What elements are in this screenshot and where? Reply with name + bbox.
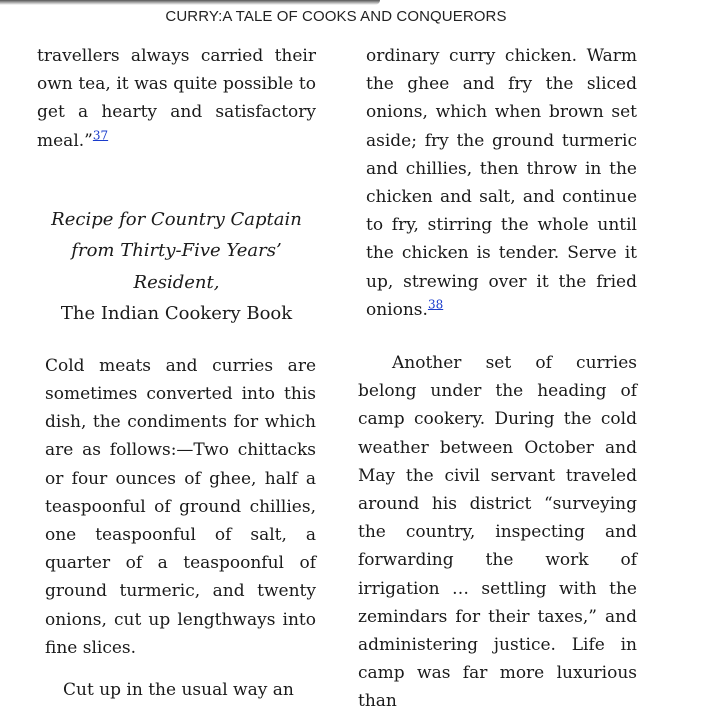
recipe-title-line-3: Resident, bbox=[133, 271, 220, 293]
footnote-link-38[interactable]: 38 bbox=[427, 297, 444, 312]
continuation-paragraph: Cut up in the usual way an bbox=[63, 680, 294, 701]
intro-text: travellers always carried their own tea, it was quite possible to get a hearty and satisfactory meal.” bbox=[37, 46, 316, 151]
recipe-continued-paragraph bbox=[358, 42, 637, 324]
recipe-continued-text: ordinary curry chicken. Warm the ghee and fry the sliced onions, which when brown set aside; fry the ground turmeric and chillies, then throw in the chicken and salt, and continue to fry, stirring the whole until the chicken is tender. Serve it up, strewing over it the fried onions. bbox=[366, 46, 637, 320]
recipe-book-title: The Indian Cookery Book bbox=[60, 303, 293, 325]
recipe-paragraph: Cold meats and curries are sometimes converted into this dish, the condiments for which are as follows:—Two chittacks or four ounces of ghee, half a teaspoonful of ground chillies, one teaspoonful of salt, a quarter of a teaspoonful of ground turmeric, and twenty onions, cut up lengthways into fine slices. bbox=[45, 355, 316, 658]
left-column bbox=[37, 42, 316, 704]
right-column bbox=[358, 42, 637, 716]
recipe-title-line-2: from Thirty-Five Years’ bbox=[71, 240, 282, 262]
camp-cookery-paragraph: Another set of curries belong under the heading of camp cookery. During the cold weather between October and May the civil servant traveled around his district “surveying the country, inspecting and forwarding the work of irrigation … settling with the zemindars for their taxes,” and administering justice. Life in camp was far more luxurious than bbox=[358, 353, 637, 712]
intro-paragraph bbox=[37, 42, 316, 155]
running-title: CURRY:A TALE OF COOKS AND CONQUERORS bbox=[165, 8, 507, 25]
top-bar-edge bbox=[0, 0, 380, 5]
recipe-title-line-1: Recipe for Country Captain bbox=[51, 208, 302, 230]
footnote-link-37[interactable]: 37 bbox=[92, 127, 109, 142]
recipe-heading bbox=[37, 204, 316, 330]
